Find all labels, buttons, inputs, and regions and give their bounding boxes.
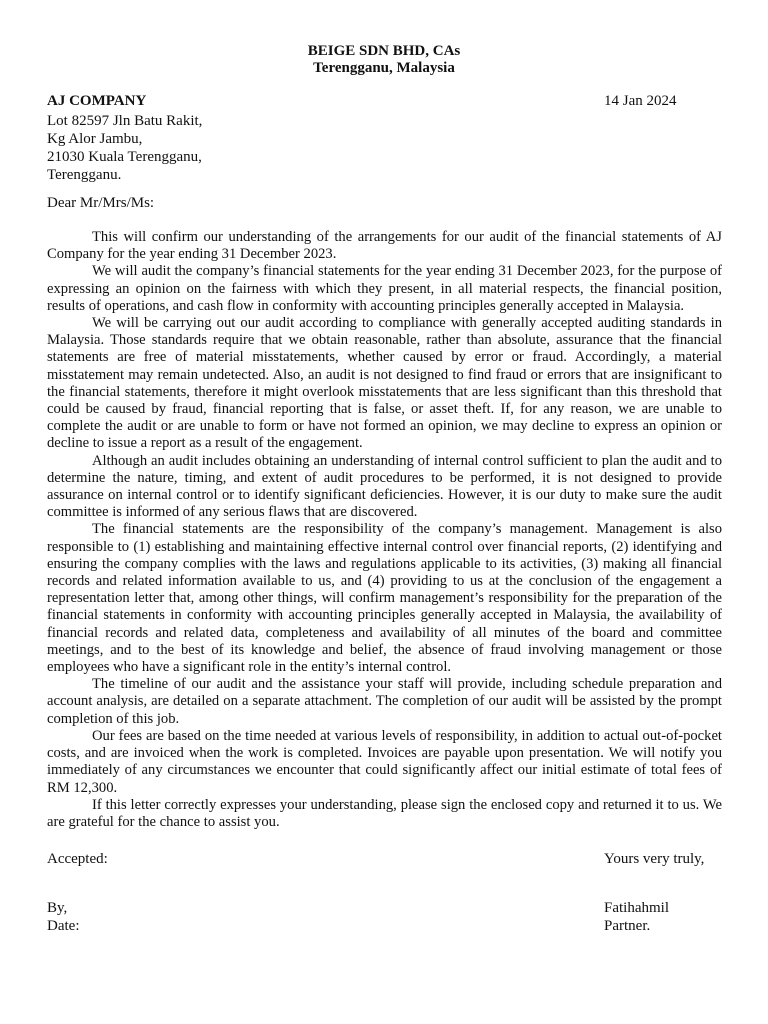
by-label: By, bbox=[47, 900, 68, 916]
address-line: Kg Alor Jambu, bbox=[47, 131, 143, 147]
letter-body bbox=[47, 229, 722, 831]
signer-title: Partner. bbox=[604, 918, 651, 934]
letter-date: 14 Jan 2024 bbox=[604, 93, 677, 109]
paragraph-audit-scope: We will audit the company’s financial statements for the year ending 31 December 2023, for the purpose of expressing an opinion on the fairness with which they present, in all material respects, the financial position, results of operations, and cash flow in conformity with accounting principles generally accepted in Malaysia. bbox=[47, 263, 722, 314]
firm-header bbox=[0, 43, 768, 77]
address-line: Terengganu. bbox=[47, 167, 122, 183]
salutation: Dear Mr/Mrs/Ms: bbox=[47, 195, 155, 211]
recipient-address bbox=[47, 112, 202, 184]
address-line: 21030 Kuala Terengganu, bbox=[47, 149, 202, 165]
recipient-company: AJ COMPANY bbox=[47, 93, 147, 109]
paragraph-intro: This will confirm our understanding of the arrangements for our audit of the financial statements of AJ Company for the year ending 31 December 2023. bbox=[47, 229, 722, 263]
address-line: Lot 82597 Jln Batu Rakit, bbox=[47, 113, 203, 129]
valediction: Yours very truly, bbox=[604, 851, 705, 867]
paragraph-standards: We will be carrying out our audit according to compliance with generally accepted auditing standards in Malaysia. Those standards require that we obtain reasonable, rather than absolute, assurance that the financial statements are free of material misstatements, whether caused by error or fraud. Accordingly, a material misstatement may remain undetected. Also, an audit is not designed to find fraud or errors that are insignificant to the financial statements, therefore it might overlook misstatements that are less significant than this threshold that could be caused by fraud, financial reporting that is false, or asset theft. If, for any reason, we are unable to complete the audit or are unable to form or have not formed an opinion, we may decline to express an opinion or decline to issue a report as a result of the engagement. bbox=[47, 315, 722, 452]
firm-location: Terengganu, Malaysia bbox=[313, 60, 455, 76]
paragraph-internal-control: Although an audit includes obtaining an understanding of internal control sufficient to plan the audit and to determine the nature, timing, and extent of audit procedures to be performed, it is not designed to provide assurance on internal control or to identify significant deficiencies. However, it is our duty to make sure the audit committee is informed of any serious flaws that are discovered. bbox=[47, 452, 722, 521]
paragraph-timeline: The timeline of our audit and the assistance your staff will provide, including schedule preparation and account analysis, are detailed on a separate attachment. The completion of our audit will be assisted by the prompt completion of this job. bbox=[47, 676, 722, 727]
recipient-header bbox=[47, 93, 723, 110]
paragraph-fees: Our fees are based on the time needed at various levels of responsibility, in addition to actual out-of-pocket costs, and are invoiced when the work is completed. Invoices are payable upon presentation. We will notify you immediately of any circumstances we encounter that could significantly affect our initial estimate of total fees of RM 12,300. bbox=[47, 727, 722, 796]
paragraph-management-responsibility: The financial statements are the responsibility of the company’s management. Management is also responsible to (1) establishing and maintaining effective internal control over financial reports, (2) identifying and ensuring the company complies with the laws and regulations applicable to its activities, (3) making all financial records and related information available to us, and (4) providing to us at the conclusion of the engagement a representation letter that, among other things, will confirm management’s responsibility for the preparation of the financial statements in conformity with accounting principles generally accepted in Malaysia, the availability of financial records and related data, completeness and availability of all minutes of the board and committee meetings, and to the best of its knowledge and belief, the absence of fraud involving management or those employees who have a significant role in the entity’s internal control. bbox=[47, 521, 722, 676]
paragraph-closing: If this letter correctly expresses your understanding, please sign the enclosed copy and returned it to us. We are grateful for the chance to assist you. bbox=[47, 796, 722, 830]
date-label: Date: bbox=[47, 918, 80, 934]
signer-name: Fatihahmil bbox=[604, 900, 669, 916]
firm-name: BEIGE SDN BHD, CAs bbox=[307, 43, 461, 59]
accepted-label: Accepted: bbox=[47, 851, 108, 867]
